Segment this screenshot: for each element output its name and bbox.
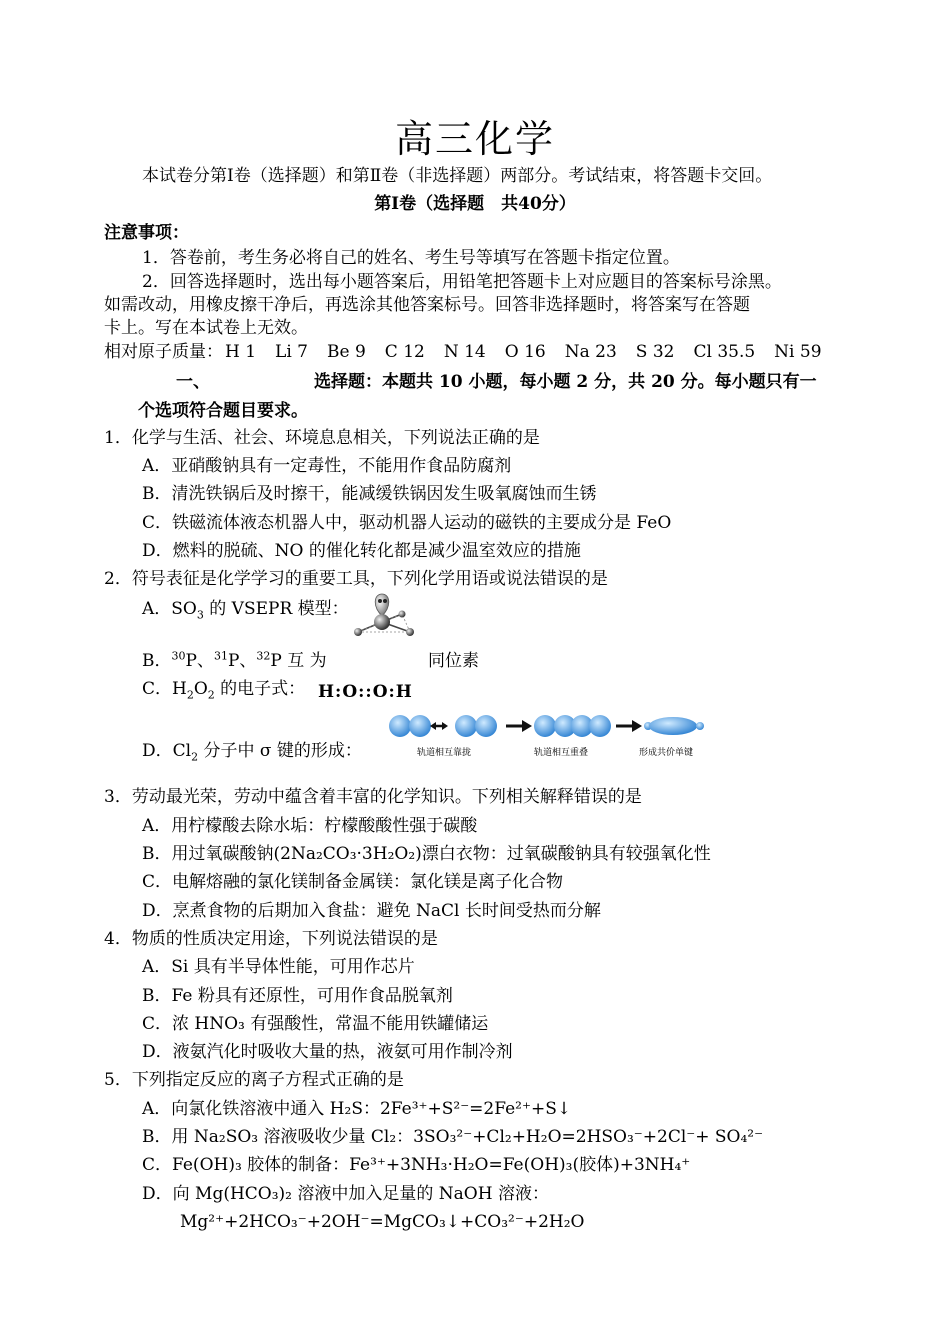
subscript: 2 bbox=[191, 750, 199, 764]
superscript: 30 bbox=[171, 649, 186, 663]
q4-option-a: A．Si 具有半导体性能，可用作芯片 bbox=[142, 957, 415, 977]
q4-option-c: C．浓 HNO₃ 有强酸性，常温不能用铁罐储运 bbox=[142, 1014, 489, 1034]
atom-mass: S 32 bbox=[635, 342, 675, 362]
separator: 、 bbox=[239, 651, 257, 671]
atom-mass: Li 7 bbox=[275, 342, 308, 362]
intro-text: 本试卷分第Ⅰ卷（选择题）和第Ⅱ卷（非选择题）两部分。考试结束，将答题卡交回。 bbox=[142, 166, 773, 186]
q2-option-c-text: 的电子式： bbox=[214, 679, 306, 699]
element-symbol: P bbox=[270, 651, 282, 671]
q1-option-d: D．燃料的脱硫、NO 的催化转化都是减少温室效应的措施 bbox=[142, 541, 581, 561]
note-2-line-2: 如需改动，用橡皮擦干净后，再选涂其他答案标号。回答非选择题时，将答案写在答题 bbox=[104, 295, 750, 315]
section-1-number: 一、 bbox=[176, 372, 210, 392]
q2-option-c bbox=[142, 678, 305, 700]
sigma-bond-diagram-icon bbox=[388, 712, 708, 740]
q2-option-b bbox=[142, 650, 327, 672]
vsepr-model-icon bbox=[352, 592, 418, 642]
atom-mass: Cl 35.5 bbox=[693, 342, 756, 362]
q5-option-a: A．向氯化铁溶液中通入 H₂S：2Fe³⁺+S²⁻=2Fe²⁺+S↓ bbox=[142, 1099, 572, 1119]
separator: 、 bbox=[196, 651, 214, 671]
q4-option-d: D．液氨汽化时吸收大量的热，液氨可用作制冷剂 bbox=[142, 1042, 513, 1062]
q2-option-a-text: 的 VSEPR 模型： bbox=[203, 599, 349, 619]
electron-formula: H:O::O:H bbox=[318, 682, 413, 702]
q5-stem: 5．下列指定反应的离子方程式正确的是 bbox=[104, 1070, 404, 1090]
q3-option-b: B．用过氧碳酸钠(2Na₂CO₃·3H₂O₂)漂白衣物：过氧碳酸钠具有较强氧化性 bbox=[142, 844, 711, 864]
q2-option-b-text: 互 为 bbox=[281, 651, 327, 671]
q2-option-a-text: A．SO bbox=[142, 599, 197, 619]
element-symbol: O bbox=[193, 679, 208, 699]
q2-option-c-text: C．H bbox=[142, 679, 187, 699]
notes-heading: 注意事项： bbox=[104, 223, 189, 243]
section-1-heading-cont: 个选项符合题目要求。 bbox=[138, 401, 308, 421]
q3-option-d: D．烹煮食物的后期加入食盐：避免 NaCl 长时间受热而分解 bbox=[142, 901, 601, 921]
note-1: 1．答卷前，考生务必将自己的姓名、考生号等填写在答题卡指定位置。 bbox=[142, 248, 680, 268]
q3-option-a: A．用柠檬酸去除水垢：柠檬酸酸性强于碳酸 bbox=[142, 816, 478, 836]
note-2-line-3: 卡上。写在本试卷上无效。 bbox=[104, 318, 308, 338]
diagram-caption-1: 轨道相互靠拢 bbox=[417, 748, 472, 758]
subscript: 2 bbox=[207, 688, 215, 702]
q5-option-d-equation: Mg²⁺+2HCO₃⁻+2OH⁻=MgCO₃↓+CO₃²⁻+2H₂O bbox=[180, 1212, 585, 1232]
q1-option-c: C．铁磁流体液态机器人中，驱动机器人运动的磁铁的主要成分是 FeO bbox=[142, 513, 672, 533]
atom-mass: C 12 bbox=[384, 342, 425, 362]
atom-mass: H 1 bbox=[225, 342, 257, 362]
q2-option-d bbox=[142, 740, 362, 762]
atom-mass: Na 23 bbox=[564, 342, 617, 362]
q2-stem: 2．符号表征是化学学习的重要工具，下列化学用语或说法错误的是 bbox=[104, 569, 608, 589]
subscript: 3 bbox=[196, 608, 204, 622]
q2-option-b-label: B． bbox=[142, 651, 172, 671]
note-2-line-1: 2．回答选择题时，选出每小题答案后，用铅笔把答题卡上对应题目的答案标号涂黑。 bbox=[142, 272, 782, 292]
diagram-caption-3: 形成共价单键 bbox=[639, 748, 694, 758]
superscript: 31 bbox=[213, 649, 228, 663]
q4-option-b: B．Fe 粉具有还原性，可用作食品脱氧剂 bbox=[142, 986, 453, 1006]
q2-option-a bbox=[142, 598, 349, 620]
q1-option-b: B．清洗铁锅后及时擦干，能减缓铁锅因发生吸氧腐蚀而生锈 bbox=[142, 484, 597, 504]
superscript: 32 bbox=[256, 649, 271, 663]
atom-mass: O 16 bbox=[504, 342, 546, 362]
q2-option-b-end: 同位素 bbox=[428, 651, 479, 671]
diagram-caption-2: 轨道相互重叠 bbox=[534, 748, 589, 758]
q3-stem: 3．劳动最光荣，劳动中蕴含着丰富的化学知识。下列相关解释错误的是 bbox=[104, 787, 642, 807]
q3-option-c: C．电解熔融的氯化镁制备金属镁：氯化镁是离子化合物 bbox=[142, 872, 564, 892]
page-title: 高三化学 bbox=[394, 117, 555, 161]
subscript: 2 bbox=[186, 688, 194, 702]
q1-option-a: A．亚硝酸钠具有一定毒性，不能用作食品防腐剂 bbox=[142, 456, 512, 476]
atom-mass: Ni 59 bbox=[774, 342, 822, 362]
q5-option-b: B．用 Na₂SO₃ 溶液吸收少量 Cl₂：3SO₃²⁻+Cl₂+H₂O=2HSO₃⁻+2Cl⁻+ SO₄²⁻ bbox=[142, 1127, 764, 1147]
section-1-heading: 选择题：本题共 10 小题，每小题 2 分，共 20 分。每小题只有一 bbox=[314, 372, 817, 392]
element-symbol: P bbox=[227, 651, 240, 671]
atom-mass: Be 9 bbox=[327, 342, 366, 362]
atomic-masses-label: 相对原子质量： bbox=[104, 342, 223, 362]
q5-option-c: C．Fe(OH)₃ 胶体的制备：Fe³⁺+3NH₃·H₂O=Fe(OH)₃(胶体)+3NH₄⁺ bbox=[142, 1155, 691, 1175]
element-symbol: P bbox=[185, 651, 197, 671]
q2-option-d-text: 分子中 σ 键的形成： bbox=[198, 741, 362, 761]
part1-heading: 第Ⅰ卷（选择题 共40分） bbox=[374, 194, 576, 214]
atomic-masses bbox=[104, 341, 841, 363]
q4-stem: 4．物质的性质决定用途，下列说法错误的是 bbox=[104, 929, 438, 949]
q1-stem: 1．化学与生活、社会、环境息息相关，下列说法正确的是 bbox=[104, 428, 540, 448]
q5-option-d: D．向 Mg(HCO₃)₂ 溶液中加入足量的 NaOH 溶液： bbox=[142, 1184, 549, 1204]
atom-mass: N 14 bbox=[443, 342, 486, 362]
q2-option-d-text: D．Cl bbox=[142, 741, 192, 761]
